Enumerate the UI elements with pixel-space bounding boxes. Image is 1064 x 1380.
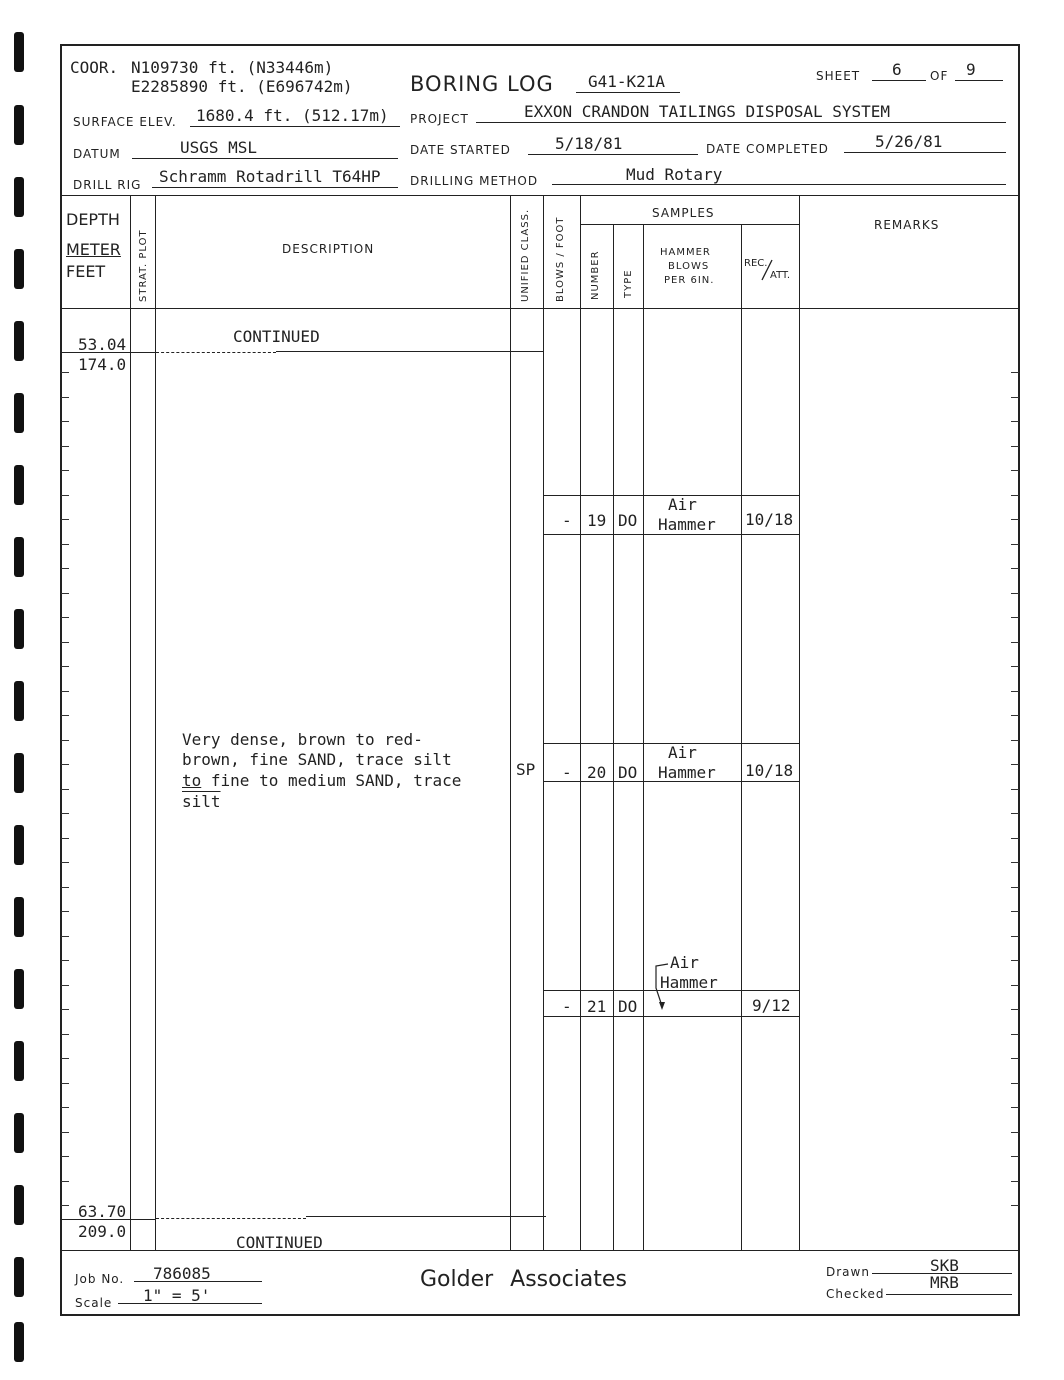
datum: USGS MSL [180,138,258,157]
depth-tick [61,887,69,888]
job-label: Job No. [75,1272,125,1286]
continued-bottom: CONTINUED [236,1233,323,1252]
remarks-tick [1011,470,1019,471]
blows-foot-header: BLOWS / FOOT [555,216,566,302]
checked-by: MRB [930,1273,959,1292]
binder-hole [14,681,24,721]
remarks-tick [1011,421,1019,422]
date-completed-label: DATE COMPLETED [706,142,829,156]
binder-hole [14,465,24,505]
depth-tick [61,715,69,716]
sample-hammer: Air [670,953,699,972]
remarks-tick [1011,838,1019,839]
coor-east: E2285890 ft. (E696742m) [131,77,353,96]
job-number: 786085 [153,1264,211,1283]
meter-header: METER [66,240,121,259]
hammer-header-1: HAMMER [660,247,711,258]
depth-tick [61,568,69,569]
att-header: ATT. [770,270,791,281]
depth-tick [61,446,69,447]
slash-icon [760,258,774,282]
unified-class-header: UNIFIED CLASS. [520,208,531,302]
surface-elev: 1680.4 ft. (512.17m) [196,106,389,125]
sample-blows: - [562,511,572,530]
binder-hole [14,753,24,793]
depth-tick [61,911,69,912]
depth-tick [61,862,69,863]
depth-tick [61,1034,69,1035]
sample-hammer: Hammer [658,763,716,782]
binder-hole [14,321,24,361]
sample-hammer: Hammer [658,515,716,534]
description-line [182,771,461,790]
binder-hole [14,609,24,649]
top-meter: 53.04 [78,335,127,354]
depth-tick [61,1058,69,1059]
continued-top: CONTINUED [233,327,320,346]
binder-hole [14,105,24,145]
remarks-tick [1011,1205,1019,1206]
coor-north: N109730 ft. (N33446m) [131,58,334,77]
remarks-tick [1011,446,1019,447]
sample-type: DO [618,763,638,782]
arrow-icon [652,960,672,1016]
rec-header: REC. [744,258,768,269]
binder-hole [14,1185,24,1225]
remarks-tick [1011,764,1019,765]
sample-hammer: Air [668,495,697,514]
description-header: DESCRIPTION [282,242,375,256]
number-header: NUMBER [590,250,601,300]
sample-rec: 10/18 [745,510,794,529]
description-rest: fine to medium SAND, trace [201,771,462,790]
drill-rig-label: DRILL RIG [73,178,142,192]
binder-hole [14,897,24,937]
remarks-tick [1011,936,1019,937]
remarks-tick [1011,985,1019,986]
drawn-by: SKB [930,1256,959,1275]
binder-hole [14,32,24,72]
of-label: OF [930,69,949,83]
depth-tick [61,544,69,545]
sample-type: DO [618,997,638,1016]
remarks-tick [1011,1083,1019,1084]
form-border [60,44,1020,1316]
feet-header: FEET [66,262,106,281]
description-to: to [182,771,202,790]
depth-tick [61,397,69,398]
hammer-header-3: PER 6IN. [664,275,715,286]
depth-tick [61,838,69,839]
description-line: silt [182,792,221,811]
depth-tick [61,1083,69,1084]
description-line: brown, fine SAND, trace silt [182,750,452,769]
boring-id: G41-K21A [588,72,666,91]
remarks-tick [1011,544,1019,545]
unified-class-value: SP [516,760,536,779]
drilling-method-label: DRILLING METHOD [410,174,539,188]
drilling-method: Mud Rotary [626,165,723,184]
remarks-tick [1011,715,1019,716]
scale: 1" = 5' [143,1286,211,1305]
sample-rec: 10/18 [745,761,794,780]
remarks-tick [1011,1156,1019,1157]
sheet-label: SHEET [816,69,861,83]
depth-tick [61,1156,69,1157]
remarks-tick [1011,1009,1019,1010]
remarks-tick [1011,862,1019,863]
depth-tick [61,372,69,373]
drill-rig: Schramm Rotadrill T64HP [159,167,381,186]
remarks-tick [1011,813,1019,814]
coor-label: COOR. [70,58,119,77]
surface-elev-label: SURFACE ELEV. [73,115,177,129]
sample-hammer: Hammer [660,973,718,992]
remarks-header: REMARKS [874,218,940,232]
remarks-tick [1011,642,1019,643]
drawn-label: Drawn [826,1265,870,1279]
binder-hole [14,1322,24,1362]
bottom-meter: 63.70 [78,1202,127,1221]
sample-hammer: Air [668,743,697,762]
depth-tick [61,1181,69,1182]
remarks-tick [1011,568,1019,569]
date-started-label: DATE STARTED [410,143,511,157]
depth-header: DEPTH [66,210,120,229]
depth-tick [61,421,69,422]
depth-tick [61,470,69,471]
binder-hole [14,393,24,433]
depth-tick [61,960,69,961]
binder-hole [14,825,24,865]
remarks-tick [1011,1034,1019,1035]
sample-rec: 9/12 [752,996,791,1015]
depth-tick [61,813,69,814]
binder-hole [14,1257,24,1297]
depth-tick [61,1132,69,1133]
depth-tick [61,936,69,937]
sample-type: DO [618,511,638,530]
form-title: BORING LOG [410,72,554,96]
date-started: 5/18/81 [555,134,623,153]
binder-hole [14,1113,24,1153]
remarks-tick [1011,666,1019,667]
remarks-tick [1011,960,1019,961]
remarks-tick [1011,519,1019,520]
depth-tick [61,1009,69,1010]
checked-label: Checked [826,1287,885,1301]
scale-label: Scale [75,1296,113,1310]
remarks-tick [1011,1132,1019,1133]
depth-tick [61,495,69,496]
remarks-tick [1011,691,1019,692]
remarks-tick [1011,1058,1019,1059]
depth-tick [61,740,69,741]
remarks-tick [1011,593,1019,594]
top-feet: 174.0 [78,355,127,374]
sheet-number: 6 [892,60,902,79]
binder-hole [14,1041,24,1081]
depth-tick [61,691,69,692]
sample-blows: - [562,997,572,1016]
remarks-tick [1011,789,1019,790]
type-header: TYPE [623,269,634,298]
binder-hole [14,537,24,577]
binder-hole [14,249,24,289]
depth-tick [61,1205,69,1206]
remarks-tick [1011,887,1019,888]
samples-header: SAMPLES [652,206,715,220]
company-name: Golder Associates [420,1267,627,1292]
depth-tick [61,519,69,520]
depth-tick [61,1107,69,1108]
sample-number: 19 [587,511,607,530]
remarks-tick [1011,397,1019,398]
description-line: Very dense, brown to red- [182,730,423,749]
date-completed: 5/26/81 [875,132,943,151]
sample-blows: - [562,763,572,782]
depth-tick [61,593,69,594]
remarks-tick [1011,911,1019,912]
remarks-tick [1011,740,1019,741]
sheet-total: 9 [966,60,976,79]
binder-hole [14,969,24,1009]
datum-label: DATUM [73,147,121,161]
hammer-header-2: BLOWS [668,261,710,272]
remarks-tick [1011,495,1019,496]
sample-number: 20 [587,763,607,782]
project: EXXON CRANDON TAILINGS DISPOSAL SYSTEM [524,102,891,121]
remarks-tick [1011,1181,1019,1182]
bottom-feet: 209.0 [78,1222,127,1241]
depth-tick [61,666,69,667]
depth-tick [61,985,69,986]
depth-tick [61,764,69,765]
sample-number: 21 [587,997,607,1016]
strat-plot-header: STRAT. PLOT [138,229,149,302]
depth-tick [61,642,69,643]
binder-hole [14,177,24,217]
remarks-tick [1011,617,1019,618]
project-label: PROJECT [410,112,469,126]
depth-tick [61,789,69,790]
remarks-tick [1011,372,1019,373]
remarks-tick [1011,1107,1019,1108]
depth-tick [61,617,69,618]
